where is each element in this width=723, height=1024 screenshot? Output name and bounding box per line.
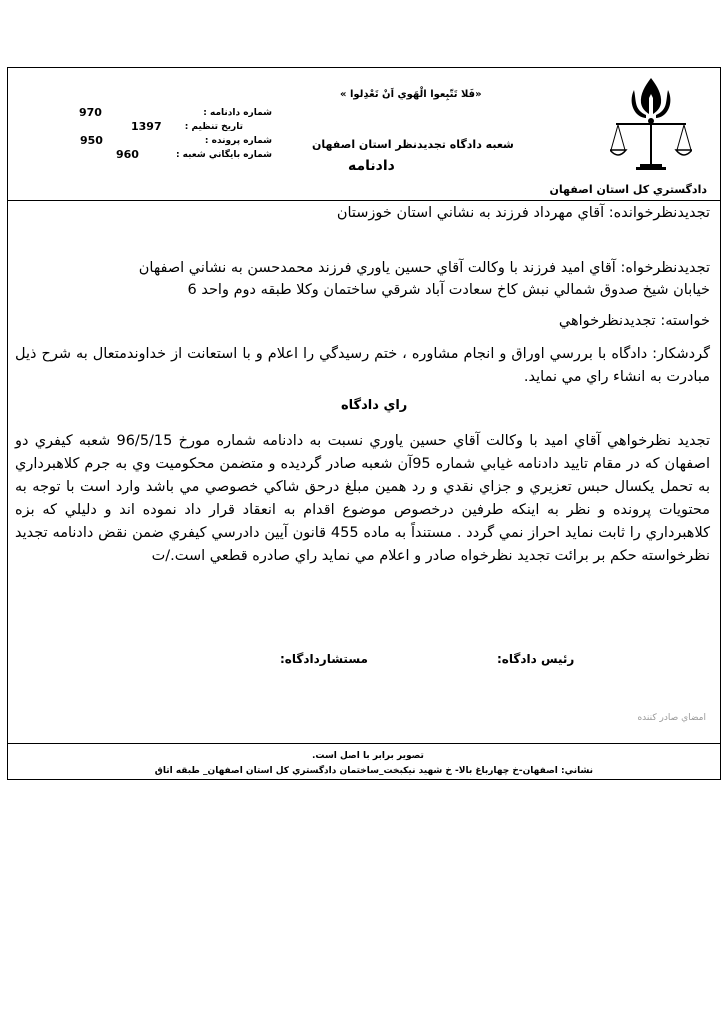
field-label-verdict-number: شماره دادنامه : — [203, 108, 272, 118]
header-divider — [7, 200, 721, 201]
proceedings-paragraph: گردشكار: دادگاه با بررسي اوراق و انجام مشاوره ، ختم رسيدگي را اعلام و با استعانت از خداوندمتعال به شرح ذيل مبادرت به انشاء راي مي نمايد. — [15, 346, 710, 385]
certified-copy-note: تصوير برابر با اصل است. — [312, 751, 424, 761]
document-type-title: دادنامه — [348, 158, 395, 174]
appellee-line-1: تجديدنظرخواه: آقاي اميد فرزند با وكالت آقاي حسين ياوري فرزند محمدحسن به نشاني اصفهان — [138, 260, 710, 276]
appellee-line-2: خيابان شيخ صدوق شمالي نبش كاخ سعادت آباد شرقي ساختمان وكلا طبقه دوم واحد 6 — [187, 282, 710, 298]
court-name: دادگستري كل استان اصفهان — [549, 183, 707, 196]
footer-divider — [7, 743, 721, 744]
field-label-archive-number: شماره بايگاني شعبه : — [175, 150, 272, 160]
president-signature-label: رئيس دادگاه: — [497, 652, 575, 666]
field-value-case-number: 950 — [80, 134, 103, 147]
field-label-case-number: شماره پرونده : — [204, 136, 272, 146]
iran-emblem-icon — [610, 76, 692, 180]
branch-name: شعبه دادگاه تجديدنظر استان اصفهان — [312, 138, 514, 151]
field-value-issue-date: 1397 — [131, 120, 162, 133]
header-quote: «فَلا تَتّبِعوا الْهَوي اَنْ تَعْدِلوا » — [340, 89, 482, 100]
issuer-signature-label: امضاي صادر كننده — [637, 713, 706, 723]
request-line: خواسته: تجديدنظرخواهي — [558, 313, 710, 329]
field-value-verdict-number: 970 — [79, 106, 102, 119]
verdict-title: راي دادگاه — [341, 398, 408, 413]
court-address: نشاني: اصفهان-خ چهارباغ بالا- خ شهيد نيكبخت_ساختمان دادگستري كل استان اصفهان_ طبقه اتاق — [154, 766, 593, 776]
field-value-archive-number: 960 — [116, 148, 139, 161]
field-label-issue-date: تاريخ تنظيم : — [184, 122, 243, 132]
verdict-paragraph: تجديد نظرخواهي آقاي اميد با وكالت آقاي حسين ياوري نسبت به دادنامه شماره مورخ 96/5/15 شعبه كيفري دو اصفهان كه در مقام تاييد دادنامه غيابي شماره 95آن شعبه صادر گرديده و متضمن محكوميت وي به جرم كلاهبرداري به تحمل يكسال حبس تعزيري و جزاي نقدي و رد همين مبلغ درحق شاكي خصوصي مي باشد وارد است با توجه به محتويات پرونده و نظر به اينكه طرفين درخصوص موضوع اقدام به انعقاد قرار داد نموده اند و دليلي كه بزه كلاهبرداري را ثابت نمايد احراز نمي گردد . مستنداً به ماده 455 قانون آيين دادرسي كيفري ضمن نقض دادنامه تجديد نظرخواسته حكم بر برائت تجديد نظرخواه صادر و اعلام مي نمايد راي صادره قطعي است./ت — [15, 433, 711, 564]
counselor-signature-label: مستشاردادگاه: — [280, 652, 368, 666]
appellant-line: تجديدنظرخوانده: آقاي مهرداد فرزند به نشاني استان خوزستان — [336, 205, 710, 221]
